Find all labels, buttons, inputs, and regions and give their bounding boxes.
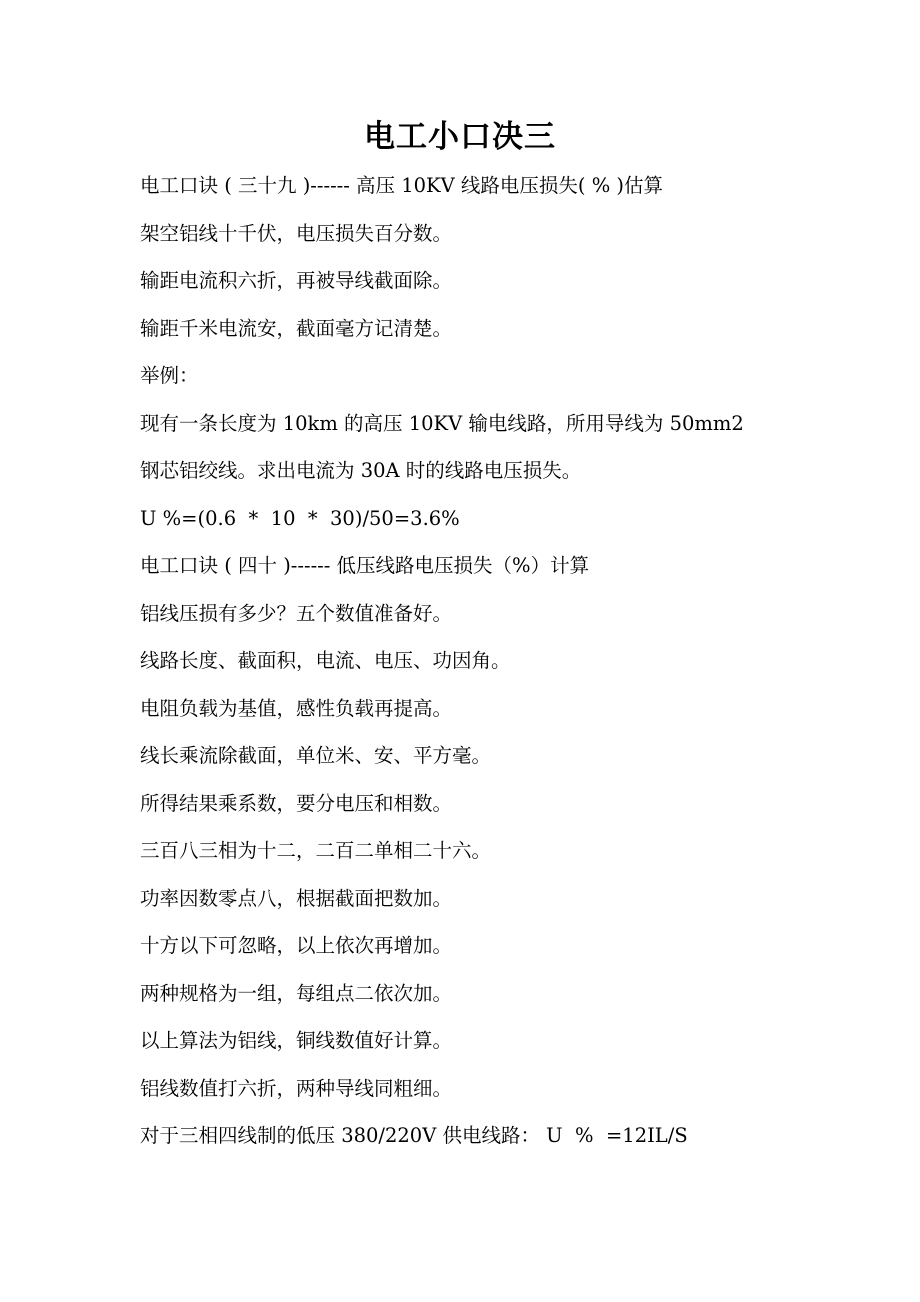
text-line: 线长乘流除截面，单位米、安、平方毫。 (140, 744, 492, 767)
text-line: 两种规格为一组，每组点二依次加。 (140, 981, 453, 1005)
text-line: U %=(0.6 * 10 * 30)/50=3.6% (140, 506, 460, 530)
page-title: 电工小口决三 (364, 119, 556, 155)
text-line: 现有一条长度为 10km 的高压 10KV 输电线路，所用导线为 50mm2 (140, 411, 744, 435)
text-line: 电阻负载为基值，感性负载再提高。 (140, 696, 453, 720)
text-line: 钢芯铝绞线。求出电流为 30A 时的线路电压损失。 (140, 459, 582, 482)
text-line: 线路长度、截面积，电流、电压、功因角。 (140, 649, 511, 672)
text-body (140, 162, 840, 1160)
text-line: 输距千米电流安，截面毫方记清楚。 (140, 316, 453, 340)
text-line: 以上算法为铝线，铜线数值好计算。 (140, 1029, 453, 1052)
text-line: 功率因数零点八，根据截面把数加。 (140, 886, 453, 910)
text-line: 电工口诀 ( 三十九 )------ 高压 10KV 线路电压损失( % )估算 (140, 174, 664, 197)
text-line: 所得结果乘系数，要分电压和相数。 (140, 791, 453, 815)
text-line: 电工口诀 ( 四十 )------ 低压线路电压损失（%）计算 (140, 554, 590, 577)
text-line: 三百八三相为十二，二百二单相二十六。 (140, 839, 492, 862)
text-line: 十方以下可忽略，以上依次再增加。 (140, 934, 453, 957)
text-line: 架空铝线十千伏，电压损失百分数。 (140, 221, 453, 245)
text-line: 举例： (140, 364, 199, 387)
text-line: 对于三相四线制的低压 380/220V 供电线路： U % =12IL/S (140, 1124, 688, 1147)
text-line: 输距电流积六折，再被导线截面除。 (140, 269, 453, 292)
text-line: 铝线压损有多少？五个数值准备好。 (140, 601, 453, 625)
text-line: 铝线数值打六折，两种导线同粗细。 (140, 1076, 453, 1100)
